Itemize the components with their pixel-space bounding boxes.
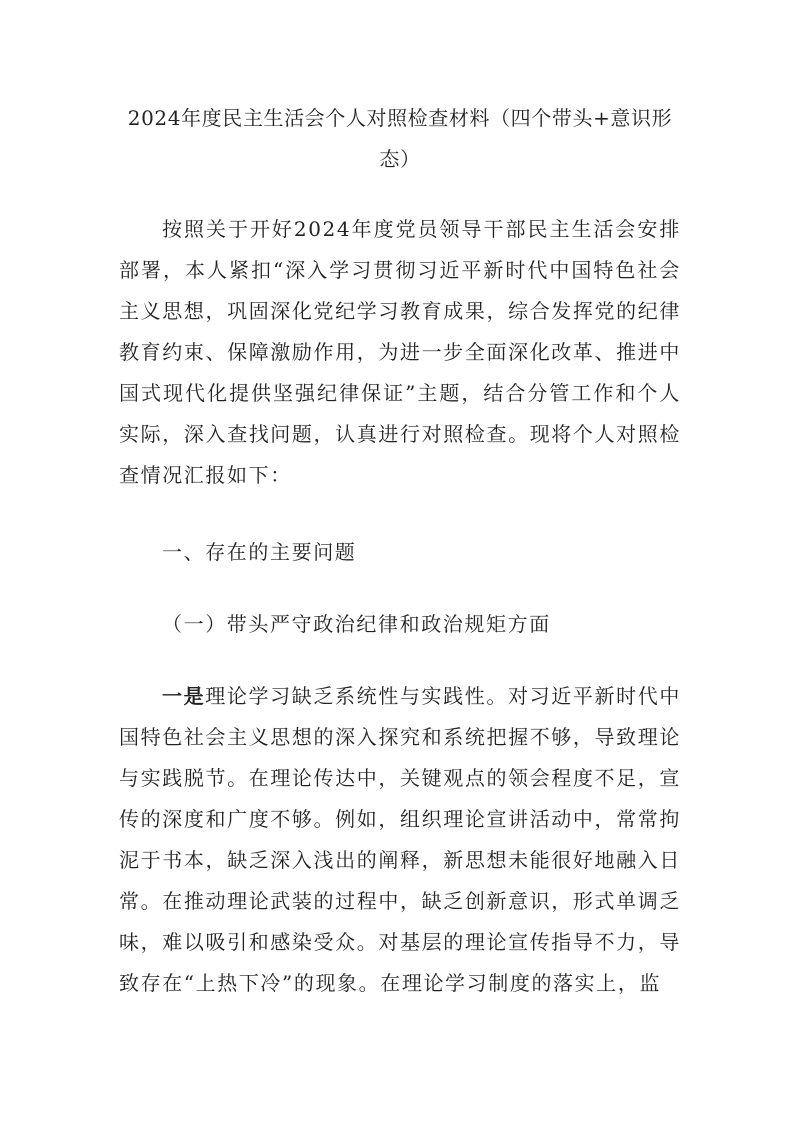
point-lead: 一是 <box>162 684 206 708</box>
subsection-heading: （一）带头严守政治纪律和政治规矩方面 <box>162 612 551 636</box>
point-paragraph <box>119 676 681 1004</box>
point-text: 理论学习缺乏系统性与实践性。对习近平新时代中国特色社会主义思想的深入探究和系统把握不够，导致理论与实践脱节。在理论传达中，关键观点的领会程度不足，宣传的深度和广度不够。例如，组织理论宣讲活动中，常常拘泥于书本，缺乏深入浅出的阐释，新思想未能很好地融入日常。在推动理论武装的过程中，缺乏创新意识，形式单调乏味，难以吸引和感染受众。对基层的理论宣传指导不力，导致存在“上热下冷”的现象。在理论学习制度的落实上，监 <box>119 684 682 995</box>
document-title: 2024年度民主生活会个人对照检查材料（四个带头+意识形态） <box>127 106 673 171</box>
section-heading: 一、存在的主要问题 <box>162 540 357 564</box>
intro-paragraph: 按照关于开好2024年度党员领导干部民主生活会安排部署，本人紧扣“深入学习贯彻习近平新时代中国特色社会主义思想，巩固深化党纪学习教育成果，综合发挥党的纪律教育约束、保障激励作用，为进一步全面深化改革、推进中国式现代化提供坚强纪律保证”主题，结合分管工作和个人实际，深入查找问题，认真进行对照检查。现将个人对照检查情况汇报如下： <box>119 217 681 487</box>
